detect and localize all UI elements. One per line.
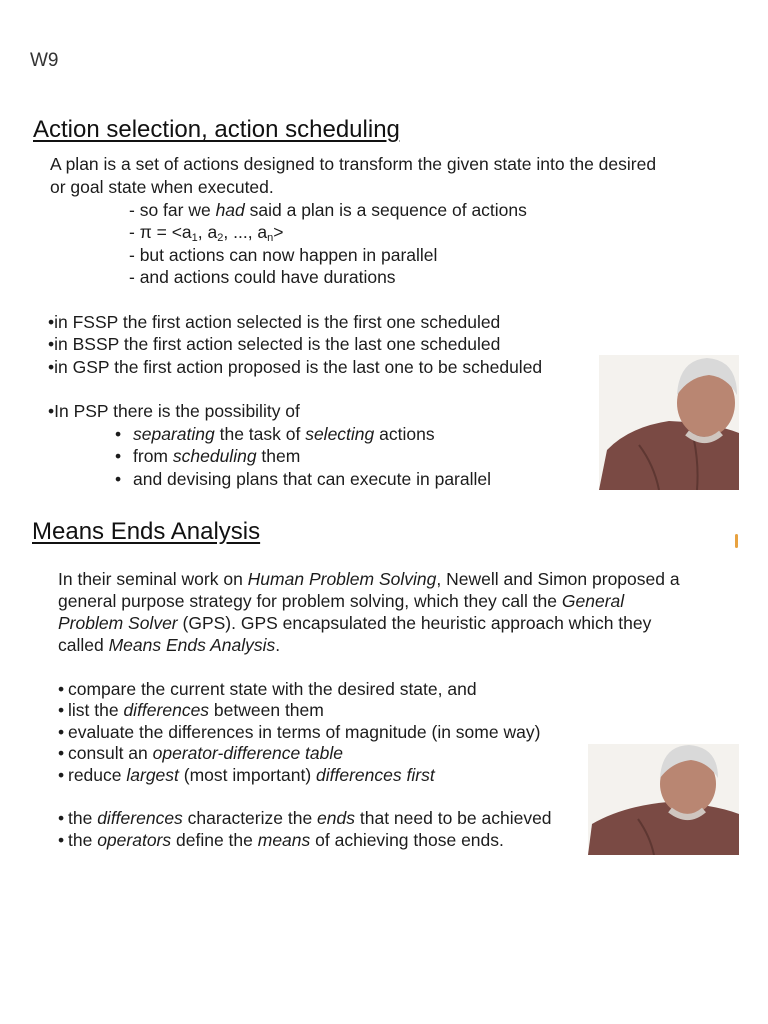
week-label: W9 — [30, 50, 59, 71]
psp-sub-3: • and devising plans that can execute in parallel — [115, 469, 492, 489]
psp-bullet: •In PSP there is the possibility of — [48, 401, 300, 421]
presenter-photo — [599, 355, 739, 490]
intro-line-2: or goal state when executed. — [50, 177, 274, 197]
mea-bullet-4: • consult an operator-difference table — [58, 743, 343, 763]
psp-sub-2: • from scheduling them — [115, 446, 301, 466]
mea-bullet-1: • compare the current state with the desired state, and — [58, 679, 477, 699]
gps-para-line-1: In their seminal work on Human Problem Solving, Newell and Simon proposed a — [58, 569, 680, 589]
mea-bullet-2: • list the differences between them — [58, 700, 324, 720]
mea-conclusion-2: • the operators define the means of achieving those ends. — [58, 830, 504, 850]
dash-item-1: - so far we had said a plan is a sequence of actions — [129, 200, 527, 220]
fssp-bullet: •in FSSP the first action selected is the first one scheduled — [48, 312, 501, 332]
dash-item-4: - and actions could have durations — [129, 267, 396, 287]
dash-item-2: - $\pi = <a_1$, $a_2$, ..., $a_n>$ — [129, 222, 284, 244]
intro-line-1: A plan is a set of actions designed to transform the given state into the desired — [50, 154, 657, 174]
edge-marker — [735, 534, 738, 548]
mea-bullet-3: • evaluate the differences in terms of magnitude (in some way) — [58, 722, 541, 742]
section2-title: Means Ends Analysis — [32, 518, 261, 545]
gps-para-line-2: general purpose strategy for problem solving, which they call the General — [58, 591, 625, 611]
gps-para-line-3: Problem Solver (GPS). GPS encapsulated the heuristic approach which they — [58, 613, 652, 633]
bssp-bullet: •in BSSP the first action selected is the last one scheduled — [48, 334, 501, 354]
presenter-photo-2 — [588, 744, 739, 855]
dash-item-3: - but actions can now happen in parallel — [129, 245, 438, 265]
mea-bullet-5: • reduce largest (most important) differences first — [58, 765, 435, 785]
gps-para-line-4: called Means Ends Analysis. — [58, 635, 281, 655]
mea-conclusion-1: • the differences characterize the ends that need to be achieved — [58, 808, 552, 828]
psp-sub-1: • separating the task of selecting actions — [115, 424, 435, 444]
section1-title: Action selection, action scheduling — [33, 116, 400, 143]
gsp-bullet: •in GSP the first action proposed is the last one to be scheduled — [48, 357, 543, 377]
